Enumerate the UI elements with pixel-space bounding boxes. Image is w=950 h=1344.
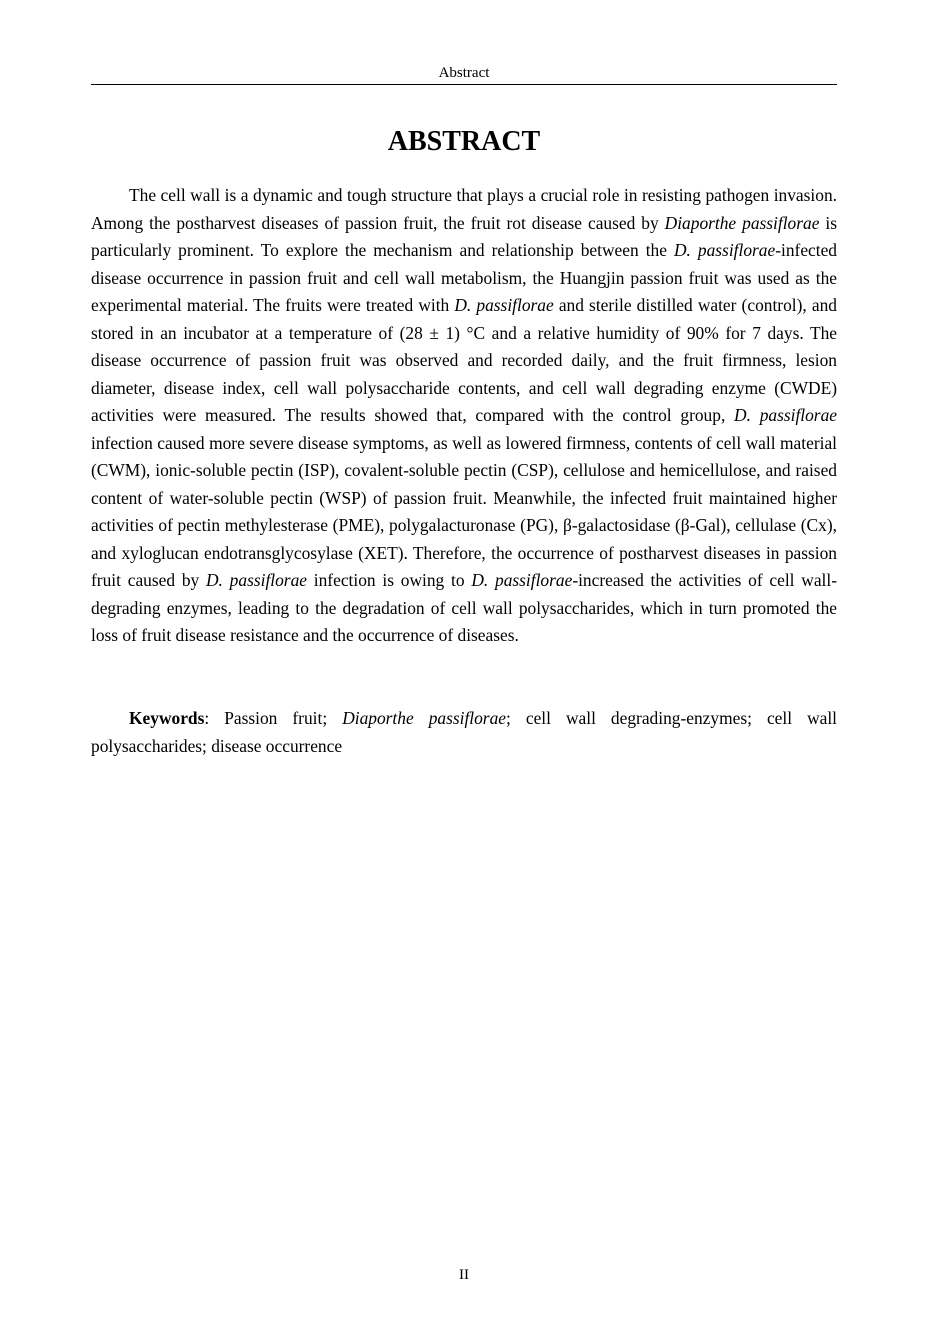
running-header: Abstract (438, 65, 490, 81)
species-name: D. passiflorae (471, 570, 573, 590)
abstract-text: The cell wall is a dynamic and tough structure that plays a crucial role in resisting pathogen invasion. Among the postharvest diseases of passion fruit, the fruit rot disease caused by (91, 185, 837, 233)
abstract-text: infection caused more severe disease symptoms, as well as lowered firmness, contents of cell wall material (CWM), ionic-soluble pectin (ISP), covalent-soluble pectin (CSP), cellulose and hemicellulose, and raised content of water-soluble pectin (WSP) of passion fruit. Meanwhile, the infected fruit maintained higher activities of pectin methylesterase (PME), polygalacturonase (PG), β-galactosidase (β-Gal), cellulase (Cx), and xyloglucan endotransglycosylase (XET). Therefore, the occurrence of postharvest diseases in passion fruit caused by (91, 432, 837, 590)
abstract-text: and sterile distilled water (control), and stored in an incubator at a temperature of (28 ± 1) °C and a relative humidity of 90% for 7 days. The disease occurrence of passion fruit was observed and recorded daily, and the fruit firmness, lesion diameter, disease index, cell wall polysaccharide contents, and cell wall degrading enzyme (CWDE) activities were measured. The results showed that, compared with the control group, (91, 295, 837, 425)
keyword-text: Passion fruit; (224, 708, 343, 728)
abstract-text: infection is owing to (307, 570, 472, 590)
species-name: Diaporthe passiflorae (664, 212, 820, 233)
abstract-text: -increased the activities of cell wall-degrading enzymes, leading to the degradation of cell wall polysaccharides, which in turn promoted the loss of fruit disease resistance and the occurrence of diseases. (91, 570, 838, 645)
abstract-text: is particularly prominent. To explore the mechanism and relationship between the (91, 212, 837, 260)
species-name: D. passiflorae (673, 240, 776, 260)
keywords-label: Keywords (129, 708, 205, 728)
abstract-title: ABSTRACT (387, 126, 541, 157)
keywords-separator: : (204, 708, 225, 728)
keywords-paragraph (91, 705, 837, 760)
page-number: II (459, 1267, 469, 1283)
abstract-text: -infected disease occurrence in passion fruit and cell wall metabolism, the Huangjin passion fruit was used as the experimental material. The fruits were treated with (91, 240, 837, 315)
keyword-species: Diaporthe passiflorae (342, 708, 506, 728)
header-rule (91, 84, 837, 85)
species-name: D. passiflorae (734, 405, 837, 425)
species-name: D. passiflorae (454, 295, 554, 315)
keyword-text: ; cell wall degrading-enzymes; cell wall polysaccharides; disease occurrence (91, 708, 838, 756)
species-name: D. passiflorae (206, 570, 307, 590)
abstract-body (91, 182, 837, 650)
